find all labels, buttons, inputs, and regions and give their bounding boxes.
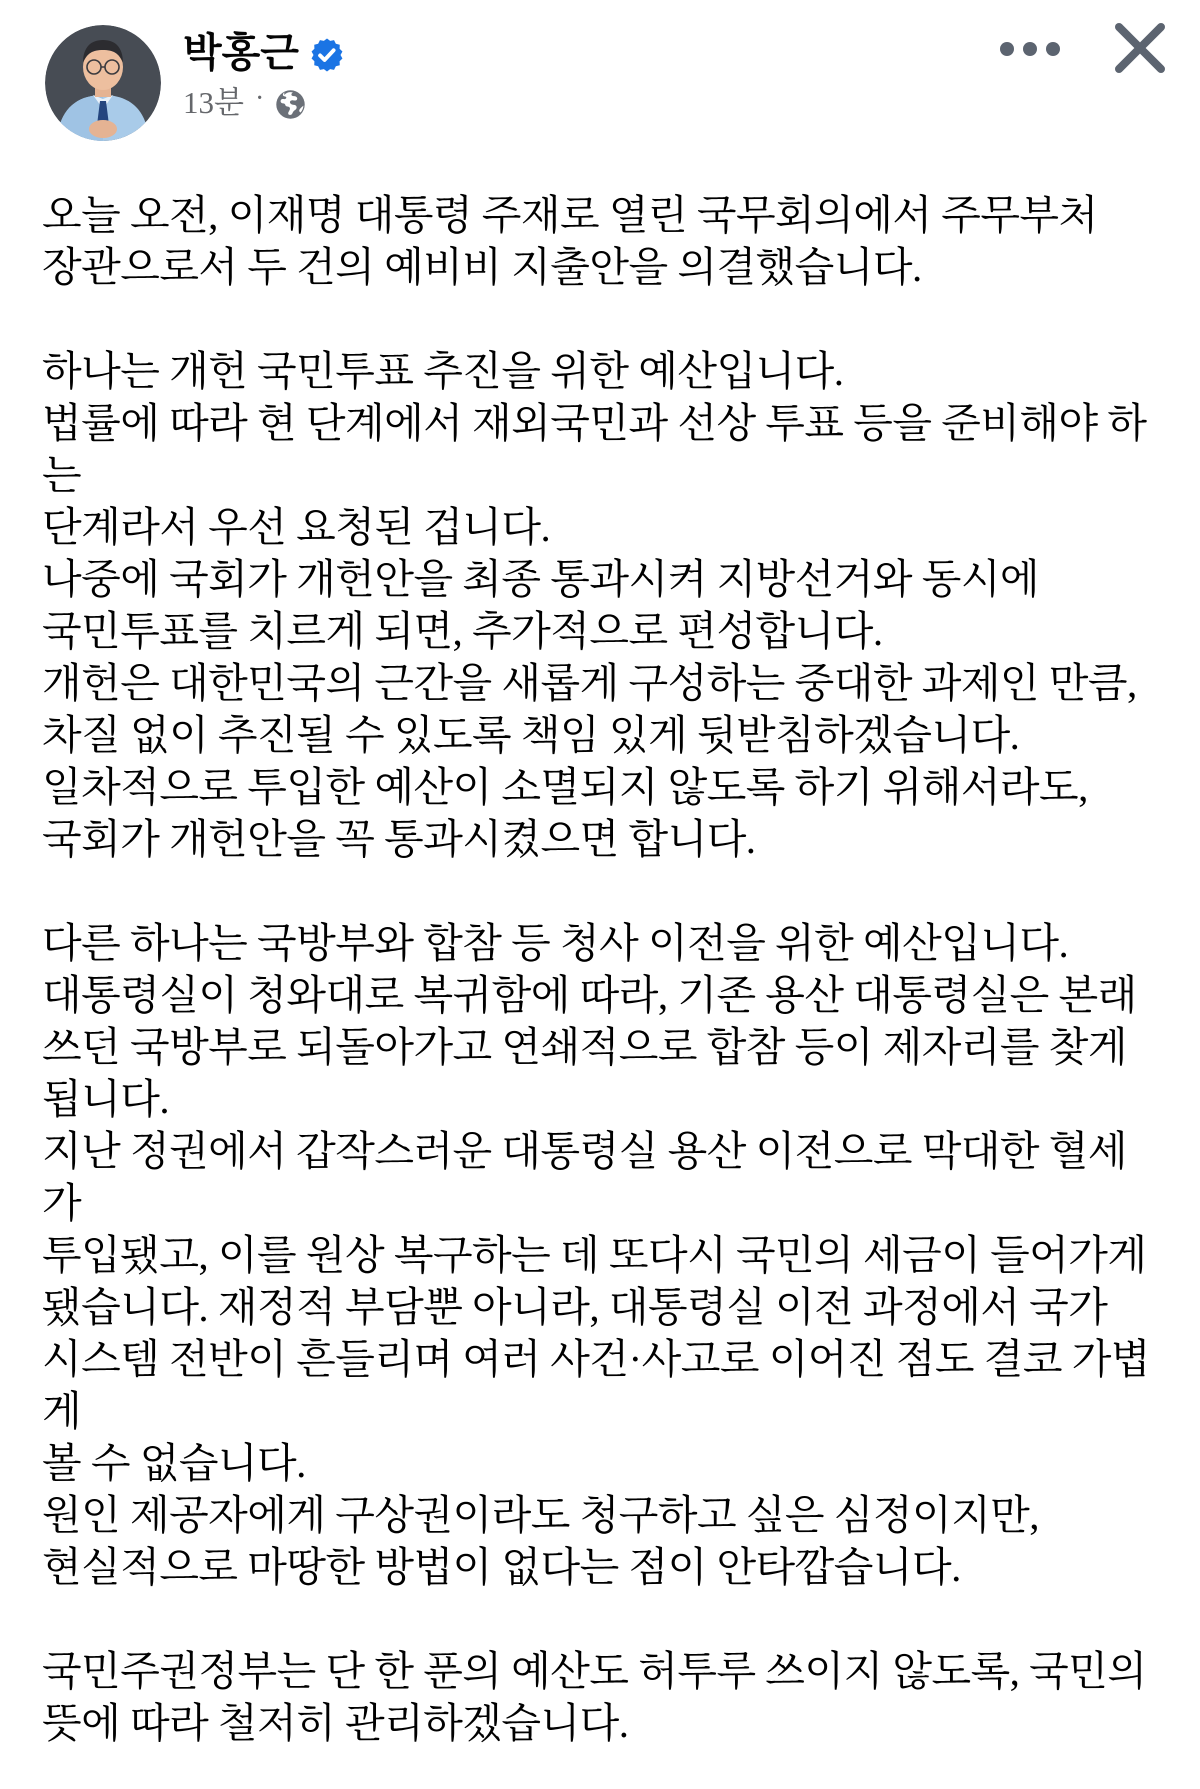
close-button[interactable]: [1112, 20, 1168, 79]
header-actions: [1000, 20, 1168, 79]
ellipsis-icon: [1000, 42, 1060, 56]
post-paragraph: 하나는 개헌 국민투표 추진을 위한 예산입니다. 법률에 따라 현 단계에서 재외국민과 선상 투표 등을 준비해야 하는 단계라서 우선 요청된 겁니다. 나중에 국회가 개헌안을 최종 통과시켜 지방선거와 동시에 국민투표를 치르게 되면, 추가적으로 편성합니다. 개헌은 대한민국의 근간을 새롭게 구성하는 중대한 과제인 만큼, 차질 없이 추진될 수 있도록 책임 있게 뒷받침하겠습니다. 일차적으로 투입한 예산이 소멸되지 않도록 하기 위해서라도, 국회가 개헌안을 꼭 통과시켰으면 합니다.: [42, 348, 1147, 862]
post-paragraph: 오늘 오전, 이재명 대통령 주재로 열린 국무회의에서 주무부처 장관으로서 두 건의 예비비 지출안을 의결했습니다.: [42, 192, 1098, 290]
globe-icon: [275, 89, 306, 120]
post-header: [0, 0, 1200, 141]
meta-row: [183, 82, 345, 120]
post-paragraph: 다른 하나는 국방부와 합참 등 청사 이전을 위한 예산입니다. 대통령실이 청와대로 복귀함에 따라, 기존 용산 대통령실은 본래 쓰던 국방부로 되돌아가고 연쇄적으로 합참 등이 제자리를 찾게 됩니다. 지난 정권에서 갑작스러운 대통령실 용산 이전으로 막대한 혈세가 투입됐고, 이를 원상 복구하는 데 또다시 국민의 세금이 들어가게 됐습니다. 재정적 부담뿐 아니라, 대통령실 이전 과정에서 국가 시스템 전반이 흔들리며 여러 사건·사고로 이어진 점도 결코 가볍게 볼 수 없습니다. 원인 제공자에게 구상권이라도 청구하고 싶은 심정이지만, 현실적으로 마땅한 방법이 없다는 점이 안타깝습니다.: [42, 920, 1150, 1590]
post-paragraph: 국민주권정부는 단 한 푼의 예산도 허투루 쓰이지 않도록, 국민의 뜻에 따라 철저히 관리하겠습니다.: [42, 1648, 1147, 1746]
name-row: [183, 31, 345, 75]
more-options-button[interactable]: [1000, 20, 1060, 56]
header-text: [183, 25, 345, 118]
verified-badge-icon: [309, 37, 345, 73]
avatar-image: [45, 25, 161, 141]
timestamp[interactable]: 13분: [183, 85, 244, 120]
meta-separator: ·: [254, 82, 265, 114]
author-name[interactable]: 박홍근: [183, 30, 299, 75]
avatar[interactable]: [45, 25, 161, 141]
close-icon: [1112, 20, 1168, 79]
post-body: [0, 141, 1200, 1789]
